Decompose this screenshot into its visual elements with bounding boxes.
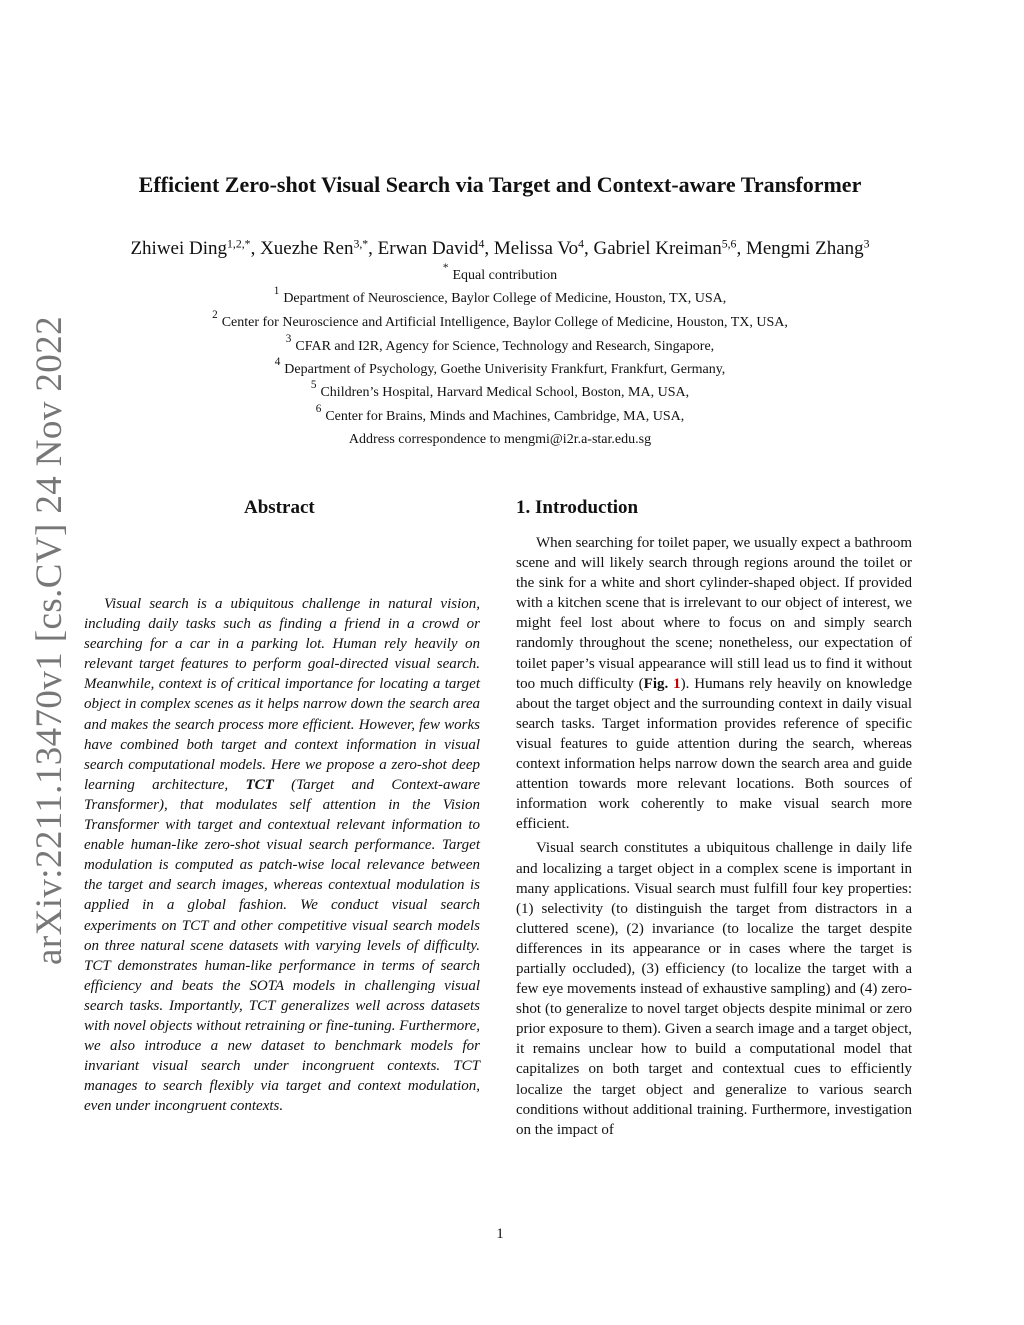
affiliation-mark: 6 [315, 403, 322, 416]
affiliation-mark: 1 [273, 285, 280, 298]
affiliation-text: Department of Psychology, Goethe Univerisity Frankfurt, Frankfurt, Germany, [284, 362, 726, 377]
affiliation-text: Children’s Hospital, Harvard Medical School, Boston, MA, USA, [320, 385, 690, 400]
intro-paragraph [516, 533, 912, 834]
affiliation-line [0, 309, 1000, 331]
intro-text-part: When searching for toilet paper, we usually expect a bathroom scene and will likely search through regions around the toilet or the sink for a white and short cylinder-shaped object. If provided with a kitchen scene that is irrelevant to our object of interest, we might feel lost about where to focus on and simply search randomly throughout the scene; nonetheless, our expectation of toilet paper’s visual appearance will still lead us to find it without too much difficulty ( [516, 535, 912, 692]
affiliation-line [0, 285, 1000, 307]
author-name: Zhiwei Ding [130, 238, 228, 259]
figure-reference-number: 1 [673, 675, 681, 692]
author-name: Gabriel Kreiman [593, 238, 722, 259]
figure-reference-label: Fig. [643, 675, 669, 692]
affiliation-mark: 5 [310, 379, 317, 392]
affiliation-text: Center for Neuroscience and Artificial Intelligence, Baylor College of Medicine, Houston, TX, USA, [221, 315, 788, 330]
affiliation-text: Department of Neuroscience, Baylor College of Medicine, Houston, TX, USA, [283, 291, 727, 306]
affiliation-line [0, 262, 1000, 284]
author-list: Zhiwei Ding$^{1,2,*}$, Xuezhe Ren$^{3,*}$, Erwan David$^4$, Melissa Vo$^4$, Gabriel Kreiman$^{5,6}$, Mengmi Zhang$^3$ [130, 237, 870, 259]
author-name: Melissa Vo [493, 238, 579, 259]
author-affiliation-mark: 4 [478, 237, 485, 251]
intro-text-part: ). Humans rely heavily on knowledge about the target object and the surrounding context in daily visual search tasks. Target information provides reference of specific visual features to guide attention during the search, whereas context information helps narrow down the search area and guide attention towards more relevant locations. Both sources of information work coherently to make visual search more efficient. [516, 675, 913, 833]
affiliation-line [0, 403, 1000, 425]
affiliation-mark: * [442, 262, 449, 275]
arxiv-stamp [24, 315, 74, 965]
author-name: Mengmi Zhang [745, 238, 864, 259]
author-name: Erwan David [377, 238, 479, 259]
author-affiliation-mark: 1,2,* [227, 237, 251, 251]
author-affiliation-mark: 5,6 [721, 237, 737, 251]
paper-title: Efficient Zero-shot Visual Search via Target and Context-aware Transformer [138, 172, 862, 197]
affiliation-text: Equal contribution [452, 268, 558, 283]
introduction-heading: 1. Introduction [516, 497, 639, 518]
abstract-heading: Abstract [244, 497, 315, 518]
abstract-text-part: (Target and Context-aware Transformer), that modulates self attention in the Vision Transformer with target and contextual relevant information to enable human-like zero-shot visual search performance. Target modulation is computed as patch-wise local relevance between the target and search images, whereas contextual modulation is applied in a global fashion. We conduct visual search experiments on TCT and other competitive visual search models on three natural scene datasets with varying levels of difficulty. TCT demonstrates human-like performance in terms of search efficiency and beats the SOTA models in challenging visual search tasks. Importantly, TCT generalizes well across datasets with novel objects without retraining or fine-tuning. Furthermore, we also introduce a new dataset to benchmark models for invariant visual search under incongruent contexts. TCT manages to search flexibly via target and context modulation, even under incongruent contexts. [84, 776, 480, 1115]
intro-paragraph: Visual search constitutes a ubiquitous challenge in daily life and localizing a target object in a complex scene is important in many applications. Visual search must fulfill four key properties: (1) selectivity (to distinguish the target from distractors in a cluttered scene), (2) invariance (to localize the target despite differences in its appearance or in cases where the target is partially occluded), (3) efficiency (to localize the target with a few eye movements instead of exhaustive sampling) and (4) zero-shot (to generalize to novel target objects despite minimal or zero prior exposure to them). Given a search image and a target object, it remains unclear how to build a computational model that capitalizes on both target and contextual cues to efficiently localize the target object and generalize to various search conditions without additional training. Furthermore, investigation on the impact of [516, 840, 912, 1138]
arxiv-stamp-text: arXiv:2211.13470v1 [cs.CV] 24 Nov 2022 [28, 315, 70, 965]
correspondence-line: Address correspondence to mengmi@i2r.a-star.edu.sg [348, 432, 652, 447]
abstract-tct-term: TCT [245, 776, 274, 793]
affiliation-line [0, 333, 1000, 355]
affiliation-line [0, 379, 1000, 401]
affiliation-text: Center for Brains, Minds and Machines, Cambridge, MA, USA, [325, 409, 685, 424]
author-name: Xuezhe Ren [260, 238, 354, 259]
figure-reference-link[interactable] [644, 676, 681, 692]
affiliation-mark: 3 [285, 333, 292, 346]
affiliation-mark: 4 [274, 356, 281, 369]
page-number: 1 [496, 1226, 504, 1242]
abstract-text-part: Visual search is a ubiquitous challenge in natural vision, including daily tasks such as finding a friend in a crowd or searching for a car in a parking lot. Human rely heavily on relevant target features to perform goal-directed visual search. Meanwhile, context is of critical importance for locating a target object in complex scenes as it helps narrow down the search area and makes the search process more efficient. However, few works have combined both target and context information in visual search computational models. Here we propose a zero-shot deep learning architecture, [84, 596, 480, 793]
author-affiliation-mark: 3,* [353, 237, 369, 251]
abstract-body [84, 594, 480, 1116]
affiliation-line [0, 356, 1000, 378]
affiliation-mark: 2 [212, 309, 218, 322]
author-affiliation-mark: 4 [578, 237, 585, 251]
affiliation-text: CFAR and I2R, Agency for Science, Technology and Research, Singapore, [295, 339, 715, 354]
introduction-body [516, 533, 912, 1144]
author-affiliation-mark: 3 [863, 237, 870, 251]
